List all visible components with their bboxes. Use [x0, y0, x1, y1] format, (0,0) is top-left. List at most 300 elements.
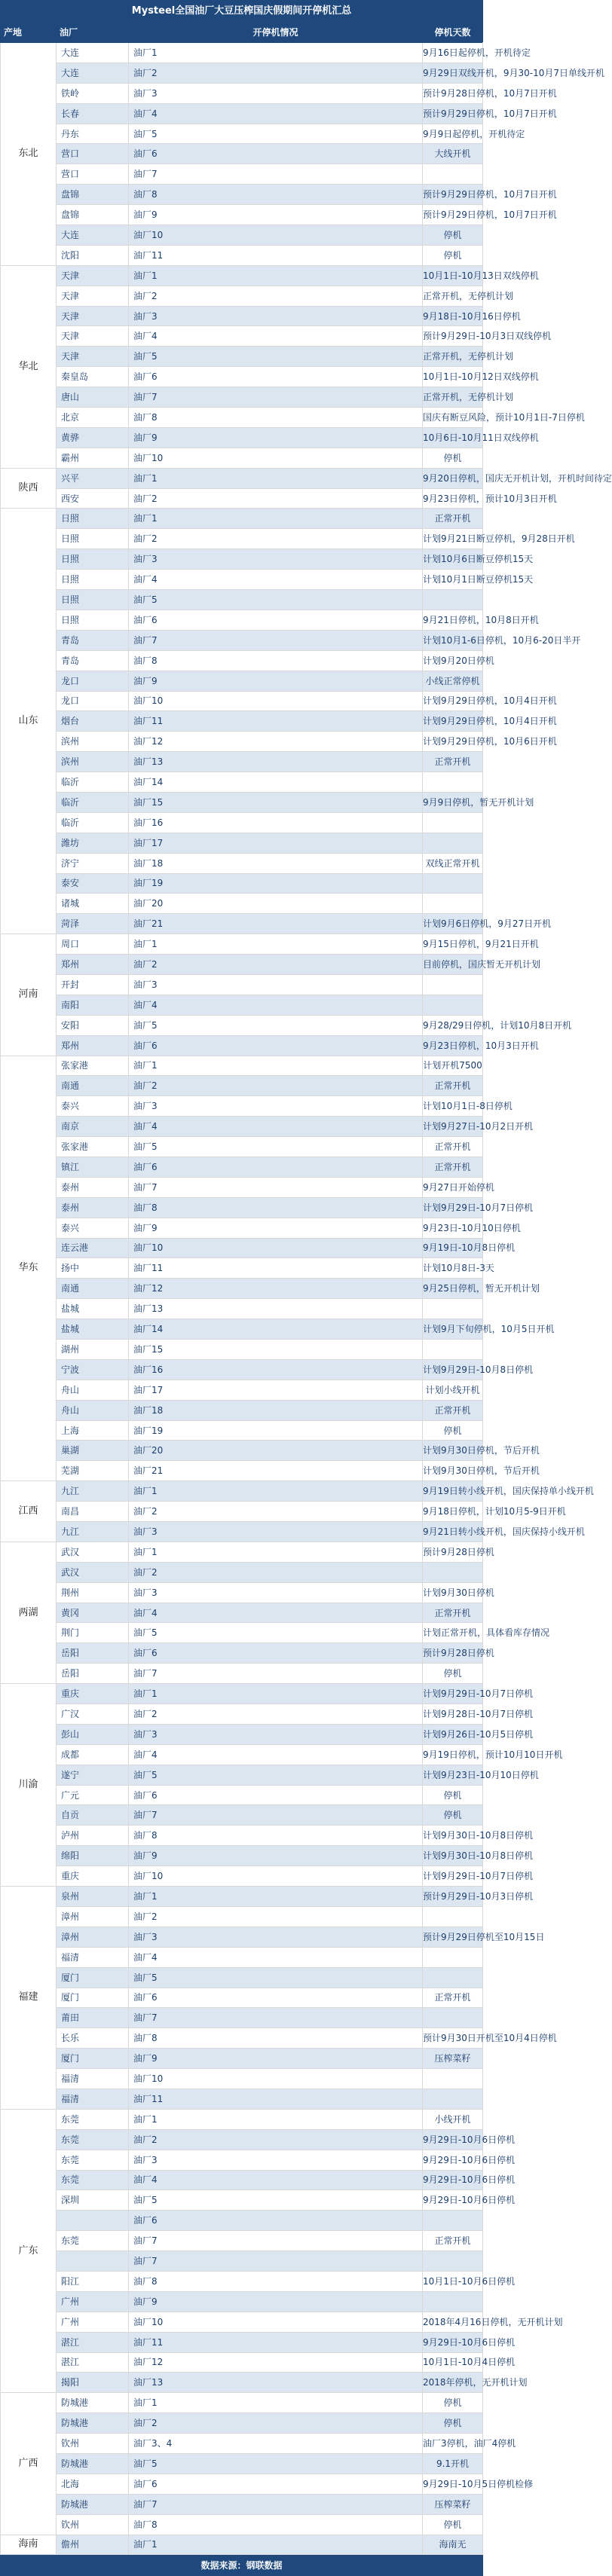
- table-row: [1, 1481, 483, 1502]
- status-cell: [423, 2008, 483, 2028]
- city-cell: 安阳: [57, 1015, 129, 1035]
- city-cell: 天津: [57, 326, 129, 347]
- table-row: [1, 2413, 483, 2434]
- table-row: [1, 1684, 483, 1704]
- plant-cell: 油厂15: [129, 792, 423, 812]
- city-cell: 镇江: [57, 1157, 129, 1177]
- city-cell: 厦门: [57, 2049, 129, 2069]
- plant-cell: 油厂10: [129, 225, 423, 246]
- city-cell: 丹东: [57, 124, 129, 144]
- table-row: [1, 812, 483, 833]
- header-plant: 油厂: [57, 22, 129, 43]
- city-cell: 芜湖: [57, 1461, 129, 1481]
- plant-cell: 油厂14: [129, 772, 423, 793]
- city-cell: 盘锦: [57, 205, 129, 225]
- city-cell: 东莞: [57, 2150, 129, 2170]
- status-cell: 9月16日起停机，开机待定: [423, 43, 483, 63]
- table-row: [1, 2474, 483, 2494]
- city-cell: 上海: [57, 1420, 129, 1441]
- status-cell: 10月6日-10月11日双线停机: [423, 427, 483, 448]
- city-cell: 湛江: [57, 2332, 129, 2352]
- status-cell: 计划9月29日-10月7日停机: [423, 1197, 483, 1218]
- status-cell: 正常开机: [423, 1157, 483, 1177]
- city-cell: 天津: [57, 265, 129, 286]
- plant-cell: 油厂6: [129, 2474, 423, 2494]
- plant-cell: 油厂3: [129, 1522, 423, 1542]
- status-cell: 正常开机: [423, 1400, 483, 1420]
- plant-cell: 油厂1: [129, 1684, 423, 1704]
- plant-cell: 油厂11: [129, 1258, 423, 1279]
- status-cell: 计划9月23日-10月10日停机: [423, 1765, 483, 1785]
- status-cell: [423, 873, 483, 894]
- region-cell: 广西: [1, 2393, 57, 2535]
- table-row: [1, 509, 483, 529]
- table-row: [1, 1643, 483, 1664]
- status-cell: 计划9月29日-10月7日停机: [423, 1866, 483, 1887]
- plant-cell: 油厂9: [129, 1846, 423, 1866]
- city-cell: 日照: [57, 549, 129, 570]
- plant-cell: 油厂2: [129, 286, 423, 306]
- status-cell: 正常开机: [423, 1076, 483, 1096]
- table-row: [1, 955, 483, 975]
- city-cell: 盘锦: [57, 185, 129, 205]
- status-cell: [423, 1947, 483, 1967]
- city-cell: 东莞: [57, 2129, 129, 2150]
- plant-cell: 油厂3: [129, 2150, 423, 2170]
- table-row: [1, 2170, 483, 2190]
- plant-cell: 油厂5: [129, 590, 423, 610]
- city-cell: 扬中: [57, 1258, 129, 1279]
- table-row: [1, 1927, 483, 1947]
- status-cell: 停机: [423, 448, 483, 468]
- plant-cell: 油厂5: [129, 1137, 423, 1157]
- city-cell: 福清: [57, 2089, 129, 2109]
- plant-cell: 油厂8: [129, 1826, 423, 1846]
- status-cell: [423, 2251, 483, 2272]
- table-row: [1, 63, 483, 83]
- plant-cell: 油厂5: [129, 1967, 423, 1988]
- city-cell: 泰兴: [57, 1218, 129, 1238]
- table-row: [1, 691, 483, 711]
- status-cell: [423, 772, 483, 793]
- plant-cell: 油厂10: [129, 2069, 423, 2089]
- plant-cell: 油厂6: [129, 1035, 423, 1056]
- city-cell: 钦州: [57, 2514, 129, 2535]
- status-cell: 预计9月29日-10月3日双线停机: [423, 326, 483, 347]
- plant-cell: 油厂10: [129, 1238, 423, 1258]
- table-row: [1, 2190, 483, 2211]
- region-cell: 广东: [1, 2109, 57, 2392]
- status-cell: 9月27日开始停机: [423, 1177, 483, 1197]
- table-row: [1, 1258, 483, 1279]
- status-cell: 正常开机: [423, 1988, 483, 2008]
- header-row: [1, 22, 483, 43]
- plant-cell: 油厂7: [129, 2008, 423, 2028]
- city-cell: 南阳: [57, 995, 129, 1015]
- plant-cell: 油厂2: [129, 1076, 423, 1096]
- table-row: [1, 1420, 483, 1441]
- city-cell: 东莞: [57, 2231, 129, 2251]
- status-cell: [423, 1562, 483, 1582]
- status-cell: 9月23日-10月10日停机: [423, 1218, 483, 1238]
- plant-cell: 油厂4: [129, 995, 423, 1015]
- table-row: [1, 103, 483, 124]
- status-cell: 2018年4月16日停机，无开机计划: [423, 2312, 483, 2332]
- table-row: [1, 2535, 483, 2555]
- table-row: [1, 1765, 483, 1785]
- city-cell: [57, 2211, 129, 2231]
- status-cell: [423, 812, 483, 833]
- plant-cell: 油厂4: [129, 1117, 423, 1137]
- status-cell: 9月19日停机，预计10月10日开机: [423, 1744, 483, 1765]
- city-cell: 滨州: [57, 732, 129, 752]
- city-cell: 东莞: [57, 2170, 129, 2190]
- city-cell: 天津: [57, 347, 129, 367]
- city-cell: 潍坊: [57, 833, 129, 853]
- table-row: [1, 1805, 483, 1826]
- plant-cell: 油厂7: [129, 2494, 423, 2514]
- plant-cell: 油厂4: [129, 326, 423, 347]
- status-cell: 海南无: [423, 2535, 483, 2555]
- plant-cell: 油厂6: [129, 2211, 423, 2231]
- city-cell: 唐山: [57, 387, 129, 408]
- status-cell: 计划开机7500: [423, 1056, 483, 1076]
- city-cell: 彭山: [57, 1724, 129, 1744]
- status-cell: 9月29日-10月6日停机: [423, 2332, 483, 2352]
- plant-cell: 油厂7: [129, 2251, 423, 2272]
- table-row: [1, 1846, 483, 1866]
- plant-cell: 油厂1: [129, 2109, 423, 2129]
- city-cell: 厦门: [57, 1988, 129, 2008]
- status-cell: 预计9月29日-10月3日停机: [423, 1887, 483, 1907]
- status-cell: 目前停机，国庆暂无开机计划: [423, 955, 483, 975]
- plant-cell: 油厂2: [129, 1704, 423, 1725]
- city-cell: 长乐: [57, 2028, 129, 2049]
- status-cell: 小线开机: [423, 2109, 483, 2129]
- status-cell: 9月29日双线开机，9月30-10月7日单线开机: [423, 63, 483, 83]
- plant-cell: 油厂9: [129, 205, 423, 225]
- table-row: [1, 1117, 483, 1137]
- plant-cell: 油厂1: [129, 509, 423, 529]
- city-cell: 泰州: [57, 1197, 129, 1218]
- status-cell: 计划9月29日-10月8日停机: [423, 1359, 483, 1380]
- plant-cell: 油厂6: [129, 144, 423, 164]
- status-cell: 预计9月28日停机: [423, 1542, 483, 1562]
- city-cell: 荆门: [57, 1623, 129, 1643]
- status-cell: 9月19日转小线开机，国庆保持单小线开机: [423, 1481, 483, 1502]
- plant-cell: 油厂19: [129, 1420, 423, 1441]
- table-row: [1, 853, 483, 873]
- plant-cell: 油厂1: [129, 43, 423, 63]
- table-row: [1, 1299, 483, 1319]
- table-row: [1, 2393, 483, 2413]
- city-cell: 日照: [57, 610, 129, 630]
- plant-cell: 油厂2: [129, 488, 423, 509]
- status-cell: 计划9月29日-10月7日停机: [423, 1684, 483, 1704]
- status-cell: 计划9月30日停机: [423, 1582, 483, 1603]
- city-cell: 深圳: [57, 2190, 129, 2211]
- city-cell: 滨州: [57, 752, 129, 772]
- table-row: [1, 1056, 483, 1076]
- table-row: [1, 2049, 483, 2069]
- table-row: [1, 995, 483, 1015]
- plant-cell: 油厂11: [129, 2089, 423, 2109]
- status-cell: [423, 894, 483, 914]
- city-cell: 成都: [57, 1744, 129, 1765]
- city-cell: 宁波: [57, 1359, 129, 1380]
- plant-cell: 油厂1: [129, 1481, 423, 1502]
- table-title: Mysteel全国油厂大豆压榨国庆假期间开停机汇总: [1, 1, 483, 22]
- table-row: [1, 468, 483, 488]
- status-cell: 停机: [423, 225, 483, 246]
- status-cell: 停机: [423, 2413, 483, 2434]
- city-cell: 莆田: [57, 2008, 129, 2028]
- table-row: [1, 772, 483, 793]
- plant-cell: 油厂6: [129, 1785, 423, 1805]
- table-row: [1, 164, 483, 185]
- status-cell: 计划9月29日停机，10月4日开机: [423, 711, 483, 732]
- plant-cell: 油厂5: [129, 124, 423, 144]
- region-cell: 东北: [1, 43, 57, 266]
- table-row: [1, 1502, 483, 1522]
- city-cell: 南京: [57, 1117, 129, 1137]
- table-row: [1, 144, 483, 164]
- plant-cell: 油厂13: [129, 2373, 423, 2393]
- table-row: [1, 974, 483, 995]
- plant-cell: 油厂10: [129, 691, 423, 711]
- status-cell: 10月1日-10月6日停机: [423, 2271, 483, 2291]
- status-cell: 10月1日-10月12日双线停机: [423, 367, 483, 387]
- plant-cell: 油厂3: [129, 306, 423, 326]
- plant-cell: 油厂4: [129, 1947, 423, 1967]
- city-cell: 揭阳: [57, 2373, 129, 2393]
- table-row: [1, 1988, 483, 2008]
- table-row: [1, 1076, 483, 1096]
- plant-cell: 油厂12: [129, 2352, 423, 2373]
- table-row: [1, 265, 483, 286]
- table-row: [1, 245, 483, 265]
- status-cell: 9月25日停机，暂无开机计划: [423, 1279, 483, 1299]
- status-cell: 正常开机: [423, 1137, 483, 1157]
- header-status: 开停机情况: [129, 22, 423, 43]
- plant-cell: 油厂7: [129, 1177, 423, 1197]
- city-cell: 巢湖: [57, 1441, 129, 1461]
- plant-cell: 油厂2: [129, 2129, 423, 2150]
- city-cell: 西安: [57, 488, 129, 509]
- status-cell: 计划9月26日-10月5日停机: [423, 1724, 483, 1744]
- city-cell: 广州: [57, 2312, 129, 2332]
- table-row: [1, 2089, 483, 2109]
- plant-cell: 油厂20: [129, 894, 423, 914]
- city-cell: 南通: [57, 1076, 129, 1096]
- status-cell: 计划10月6日断豆停机15天: [423, 549, 483, 570]
- plant-cell: 油厂8: [129, 2028, 423, 2049]
- table-row: [1, 1562, 483, 1582]
- plant-cell: 油厂17: [129, 833, 423, 853]
- status-cell: 预计9月29日停机，10月7日开机: [423, 185, 483, 205]
- table-row: [1, 671, 483, 691]
- plant-cell: 油厂11: [129, 711, 423, 732]
- plant-cell: 油厂19: [129, 873, 423, 894]
- city-cell: 舟山: [57, 1400, 129, 1420]
- table-row: [1, 367, 483, 387]
- plant-cell: 油厂1: [129, 1056, 423, 1076]
- status-cell: 停机: [423, 2514, 483, 2535]
- city-cell: 济宁: [57, 853, 129, 873]
- plant-cell: 油厂5: [129, 347, 423, 367]
- status-cell: [423, 2089, 483, 2109]
- city-cell: 广汉: [57, 1704, 129, 1725]
- table-row: [1, 427, 483, 448]
- plant-cell: 油厂5: [129, 1623, 423, 1643]
- city-cell: 北京: [57, 408, 129, 428]
- status-cell: [423, 1340, 483, 1360]
- plant-cell: 油厂9: [129, 2291, 423, 2312]
- city-cell: 兴平: [57, 468, 129, 488]
- table-row: [1, 1704, 483, 1725]
- table-row: [1, 1826, 483, 1846]
- city-cell: 营口: [57, 164, 129, 185]
- plant-cell: 油厂6: [129, 1988, 423, 2008]
- region-cell: 两湖: [1, 1542, 57, 1683]
- table-row: [1, 1603, 483, 1623]
- status-cell: 预计9月28日停机，10月7日开机: [423, 83, 483, 103]
- plant-cell: 油厂4: [129, 103, 423, 124]
- city-cell: 龙口: [57, 691, 129, 711]
- plant-cell: 油厂1: [129, 1887, 423, 1907]
- plant-cell: 油厂17: [129, 1380, 423, 1400]
- table-row: [1, 792, 483, 812]
- status-cell: 9月29日-10月6日停机: [423, 2150, 483, 2170]
- plant-cell: 油厂8: [129, 1197, 423, 1218]
- city-cell: 福清: [57, 2069, 129, 2089]
- status-cell: 9月29日-10月5日停机检修: [423, 2474, 483, 2494]
- city-cell: 秦皇岛: [57, 367, 129, 387]
- status-cell: 预计9月28日停机: [423, 1643, 483, 1664]
- status-cell: 计划9月21日断豆停机，9月28日开机: [423, 529, 483, 549]
- city-cell: 泸州: [57, 1826, 129, 1846]
- status-cell: 9月29日-10月6日停机: [423, 2190, 483, 2211]
- status-cell: [423, 1967, 483, 1988]
- table-row: [1, 1542, 483, 1562]
- status-cell: 停机: [423, 245, 483, 265]
- table-row: [1, 448, 483, 468]
- status-cell: 计划10月1日-8日停机: [423, 1096, 483, 1117]
- table-row: [1, 1582, 483, 1603]
- plant-cell: 油厂7: [129, 2231, 423, 2251]
- table-row: [1, 2453, 483, 2474]
- plant-cell: 油厂9: [129, 2049, 423, 2069]
- region-cell: 川渝: [1, 1684, 57, 1887]
- status-cell: 压榨菜籽: [423, 2049, 483, 2069]
- table-row: [1, 934, 483, 955]
- table-row: [1, 1623, 483, 1643]
- plant-cell: 油厂3: [129, 1582, 423, 1603]
- table-row: [1, 529, 483, 549]
- status-cell: 计划9月27日-10月2日开机: [423, 1117, 483, 1137]
- table-row: [1, 1967, 483, 1988]
- status-cell: 预计9月29日停机，10月7日开机: [423, 205, 483, 225]
- city-cell: 临沂: [57, 812, 129, 833]
- city-cell: 连云港: [57, 1238, 129, 1258]
- region-cell: 陕西: [1, 468, 57, 509]
- plant-cell: 油厂2: [129, 529, 423, 549]
- plant-cell: 油厂5: [129, 1765, 423, 1785]
- table-row: [1, 124, 483, 144]
- status-cell: [423, 1906, 483, 1927]
- status-cell: 9月21日停机，10月8日开机: [423, 610, 483, 630]
- table-row: [1, 2008, 483, 2028]
- city-cell: 福清: [57, 1947, 129, 1967]
- status-cell: 正常开机: [423, 2231, 483, 2251]
- table-row: [1, 488, 483, 509]
- city-cell: 烟台: [57, 711, 129, 732]
- table-row: [1, 83, 483, 103]
- city-cell: 荆州: [57, 1582, 129, 1603]
- status-cell: 2018年停机，无开机计划: [423, 2373, 483, 2393]
- table-row: [1, 1887, 483, 1907]
- city-cell: 诸城: [57, 894, 129, 914]
- table-row: [1, 2271, 483, 2291]
- table-row: [1, 326, 483, 347]
- plant-cell: 油厂2: [129, 63, 423, 83]
- city-cell: 天津: [57, 306, 129, 326]
- table-row: [1, 286, 483, 306]
- status-cell: 正常开机，无停机计划: [423, 387, 483, 408]
- plant-cell: 油厂2: [129, 2413, 423, 2434]
- plant-cell: 油厂21: [129, 914, 423, 934]
- plant-cell: 油厂1: [129, 1542, 423, 1562]
- status-cell: 停机: [423, 2393, 483, 2413]
- city-cell: 重庆: [57, 1866, 129, 1887]
- city-cell: 张家港: [57, 1137, 129, 1157]
- plant-cell: 油厂12: [129, 1279, 423, 1299]
- plant-cell: 油厂3: [129, 549, 423, 570]
- table-row: [1, 2150, 483, 2170]
- region-cell: 华北: [1, 265, 57, 468]
- table-row: [1, 711, 483, 732]
- table-row: [1, 43, 483, 63]
- region-cell: 河南: [1, 934, 57, 1056]
- city-cell: 张家港: [57, 1056, 129, 1076]
- status-cell: 计划9月29日停机，10月6日开机: [423, 732, 483, 752]
- status-cell: 正常开机: [423, 752, 483, 772]
- plant-cell: 油厂4: [129, 1744, 423, 1765]
- city-cell: [57, 2251, 129, 2272]
- table-row: [1, 570, 483, 590]
- plant-cell: 油厂12: [129, 732, 423, 752]
- table-row: [1, 1664, 483, 1684]
- city-cell: 日照: [57, 590, 129, 610]
- data-source: 数据来源：钢联数据: [1, 2555, 483, 2576]
- region-cell: 山东: [1, 509, 57, 934]
- status-cell: 大线开机: [423, 144, 483, 164]
- status-cell: [423, 2211, 483, 2231]
- status-cell: 计划9月30日-10月8日停机: [423, 1846, 483, 1866]
- plant-cell: 油厂8: [129, 408, 423, 428]
- table-row: [1, 1461, 483, 1481]
- status-cell: 正常开机: [423, 509, 483, 529]
- status-cell: [423, 164, 483, 185]
- table-row: [1, 2251, 483, 2272]
- table-row: [1, 2434, 483, 2454]
- city-cell: 大连: [57, 63, 129, 83]
- city-cell: 天津: [57, 286, 129, 306]
- status-cell: 9月23日停机，预计10月3日开机: [423, 488, 483, 509]
- plant-cell: 油厂11: [129, 245, 423, 265]
- table-row: [1, 833, 483, 853]
- table-row: [1, 1157, 483, 1177]
